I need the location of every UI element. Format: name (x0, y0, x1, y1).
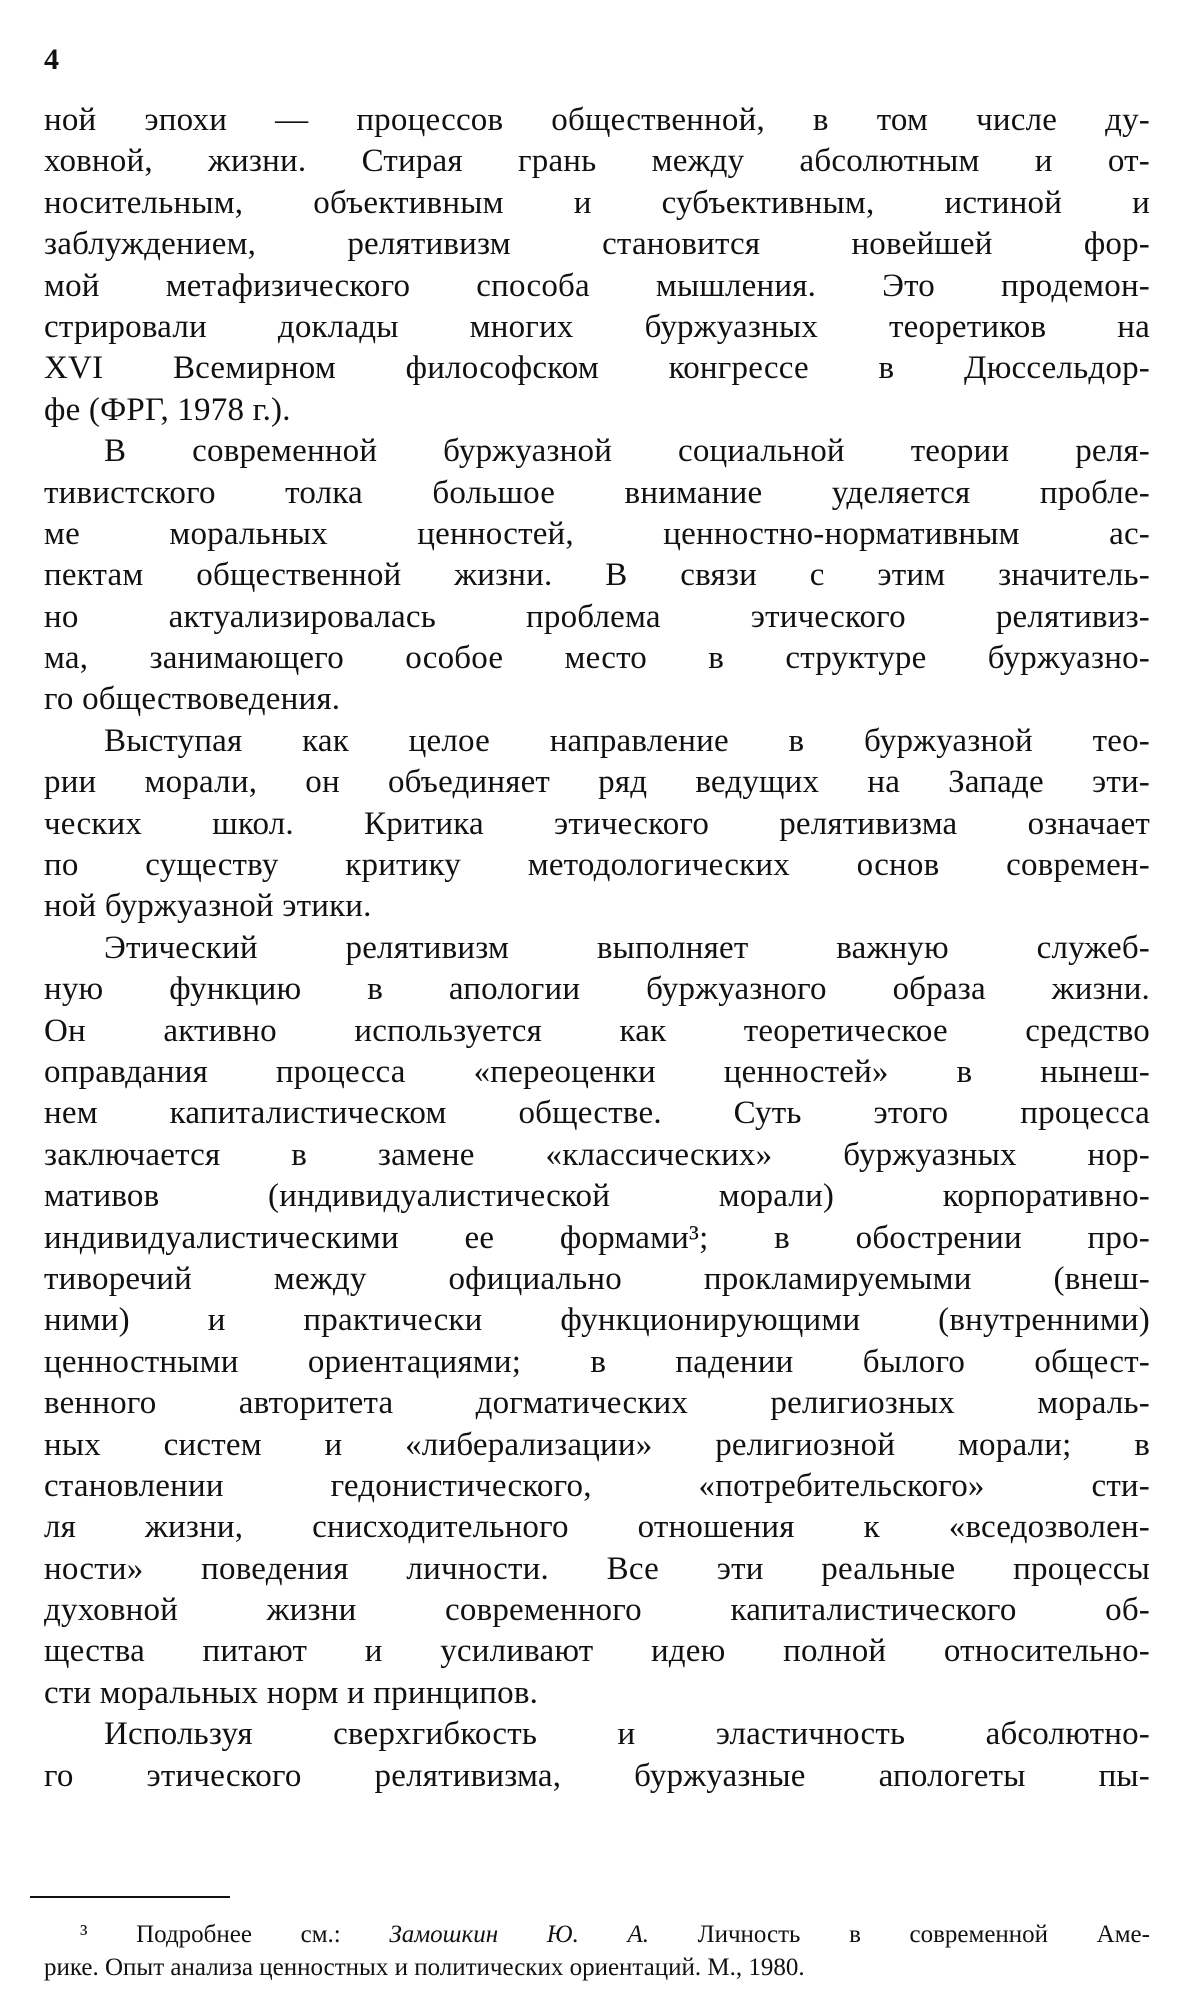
text-line: ных систем и «либерализации» религиозной морали; в (44, 1426, 1150, 1463)
text-line: щества питают и усиливают идею полной относительно- (44, 1633, 1150, 1670)
text-line: Используя сверхгибкость и эластичность абсолютно- (104, 1716, 1150, 1753)
text-line: ними) и практически функционирующими (внутренними) (44, 1302, 1150, 1339)
text-line: ма, занимающего особое место в структуре буржуазно- (44, 640, 1150, 677)
page-number: 4 (44, 43, 59, 76)
text-line: ля жизни, снисходительного отношения к «вседозволен- (44, 1509, 1150, 1546)
footnote-prefix: Подробнее см.: (87, 1921, 390, 1948)
text-line: мой метафизического способа мышления. Это продемон- (44, 267, 1150, 304)
text-line: венного авторитета догматических религиозных мораль- (44, 1385, 1150, 1422)
text-line: оправдания процесса «переоценки ценностей» в нынеш- (44, 1053, 1150, 1090)
footnote-text: Личность в современной Аме- (648, 1921, 1150, 1948)
text-line: ценностными ориентациями; в падении былого общест- (44, 1343, 1150, 1380)
text-line: но актуализировалась проблема этического релятивиз- (44, 598, 1150, 635)
text-line: по существу критику методологических основ современ- (44, 847, 1150, 884)
text-line: ческих школ. Критика этического релятивизма означает (44, 805, 1150, 842)
text-line: XVI Всемирном философском конгрессе в Дюссельдор- (44, 350, 1150, 387)
text-line: тивистского толка большое внимание уделяется пробле- (44, 474, 1150, 511)
text-line: Выступая как целое направление в буржуазной тео- (104, 722, 1150, 759)
text-line: мативов (индивидуалистической морали) корпоративно- (44, 1178, 1150, 1215)
text-line: сти моральных норм и принципов. (44, 1674, 539, 1711)
text-line: рии морали, он объединяет ряд ведущих на Западе эти- (44, 764, 1150, 801)
text-line: духовной жизни современного капиталистического об- (44, 1592, 1150, 1629)
text-line: Он активно используется как теоретическое средство (44, 1012, 1150, 1049)
text-line: ховной, жизни. Стирая грань между абсолютным и от- (44, 143, 1150, 180)
text-line: ной эпохи — процессов общественной, в том числе ду- (44, 102, 1150, 138)
text-line: го этического релятивизма, буржуазные апологеты пы- (44, 1757, 1150, 1794)
footnote-line (44, 1918, 1150, 1951)
text-line: ной буржуазной этики. (44, 888, 372, 925)
text-line: го обществоведения. (44, 681, 341, 718)
text-line: становлении гедонистического, «потребительского» сти- (44, 1467, 1150, 1504)
footnote (44, 1918, 1150, 1984)
text-line: заключается в замене «классических» буржуазных нор- (44, 1136, 1150, 1173)
text-line: тиворечий между официально прокламируемыми (внеш- (44, 1260, 1150, 1297)
text-line: В современной буржуазной социальной теории реля- (104, 433, 1150, 470)
footnote-line: рике. Опыт анализа ценностных и политических ориентаций. М., 1980. (44, 1954, 805, 1981)
footnote-divider (30, 1896, 230, 1898)
text-line: нем капиталистическом обществе. Суть этого процесса (44, 1095, 1150, 1132)
body-text (44, 100, 1150, 1797)
text-line: носительным, объективным и субъективным, истиной и (44, 184, 1150, 221)
text-line: ности» поведения личности. Все эти реальные процессы (44, 1550, 1150, 1587)
text-line: ную функцию в апологии буржуазного образа жизни. (44, 971, 1150, 1008)
text-line: заблуждением, релятивизм становится новейшей фор- (44, 226, 1150, 263)
text-line: индивидуалистическими ее формами³; в обострении про- (44, 1219, 1150, 1256)
text-line: ме моральных ценностей, ценностно-нормативным ас- (44, 515, 1150, 552)
text-line: Этический релятивизм выполняет важную служеб- (104, 929, 1150, 966)
text-line: пектам общественной жизни. В связи с этим значитель- (44, 557, 1150, 594)
text-line: стрировали доклады многих буржуазных теоретиков на (44, 308, 1150, 345)
footnote-marker: ³ (80, 1921, 88, 1948)
text-line: фе (ФРГ, 1978 г.). (44, 391, 291, 428)
footnote-author: Замошкин Ю. А. (389, 1921, 649, 1948)
